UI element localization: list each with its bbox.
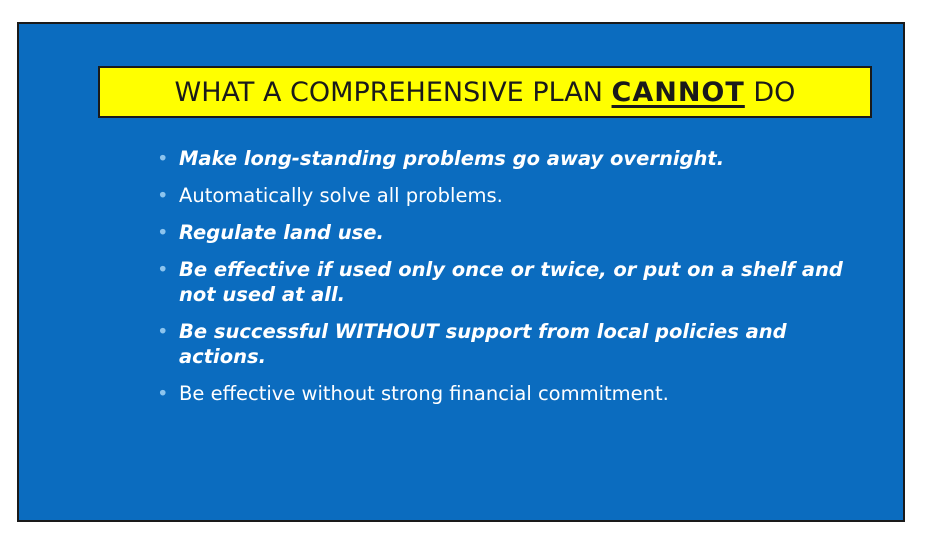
bullet-item bbox=[157, 381, 862, 406]
bullet-dot-icon: • bbox=[157, 184, 169, 207]
title-suffix: DO bbox=[744, 76, 796, 108]
bullet-item bbox=[157, 146, 862, 171]
bullet-text: Be effective without strong financial commitment. bbox=[179, 382, 669, 405]
bullet-list bbox=[157, 146, 862, 418]
bullet-text: Make long-standing problems go away overnight. bbox=[179, 147, 725, 170]
bullet-text: Regulate land use. bbox=[179, 221, 384, 244]
title-prefix: WHAT A COMPREHENSIVE PLAN bbox=[174, 76, 612, 108]
bullet-text: Be effective if used only once or twice, or put on a shelf and not used at all. bbox=[179, 258, 843, 306]
title-emphasis: CANNOT bbox=[611, 76, 745, 108]
bullet-dot-icon: • bbox=[157, 320, 169, 343]
bullet-item bbox=[157, 220, 862, 245]
bullet-item bbox=[157, 257, 862, 307]
bullet-item bbox=[157, 319, 862, 369]
bullet-item bbox=[157, 183, 862, 208]
bullet-dot-icon: • bbox=[157, 382, 169, 405]
bullet-dot-icon: • bbox=[157, 147, 169, 170]
slide bbox=[17, 22, 905, 522]
slide-title bbox=[98, 66, 872, 118]
bullet-dot-icon: • bbox=[157, 221, 169, 244]
bullet-text: Automatically solve all problems. bbox=[179, 184, 503, 207]
bullet-dot-icon: • bbox=[157, 258, 169, 281]
bullet-text: Be successful WITHOUT support from local policies and actions. bbox=[179, 320, 787, 368]
